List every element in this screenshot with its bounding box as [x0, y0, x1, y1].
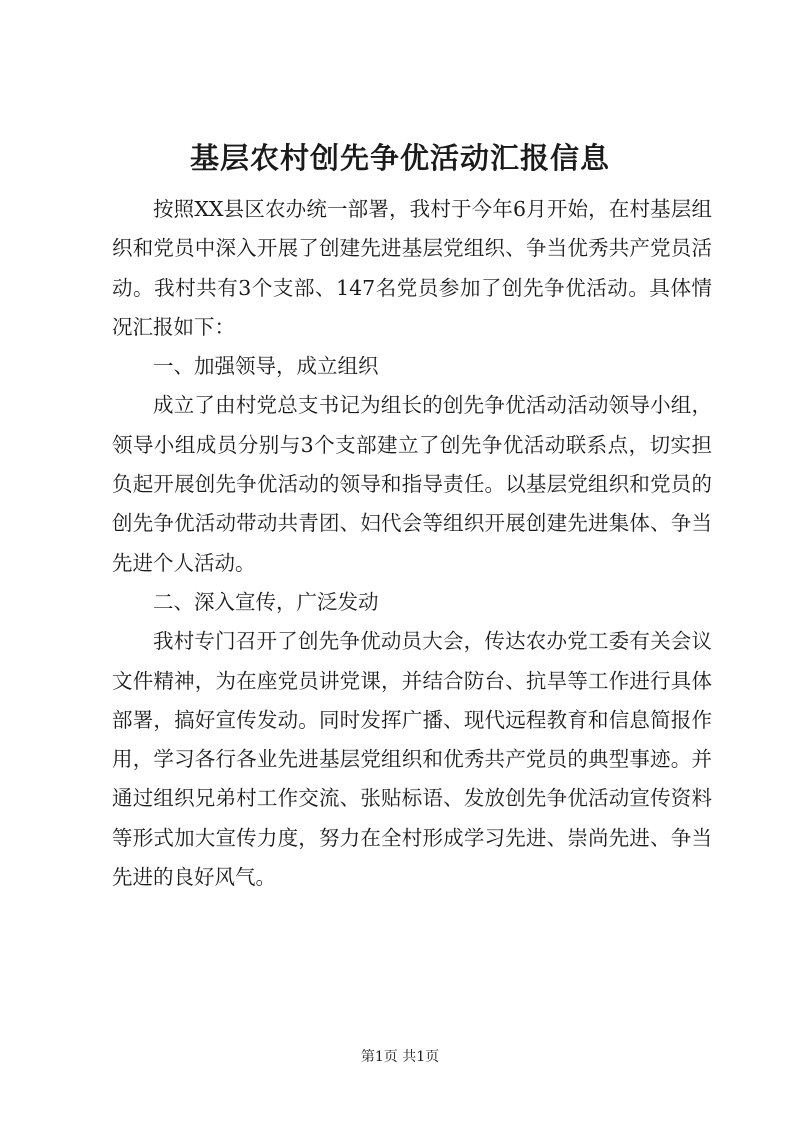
document-body	[112, 190, 712, 897]
section-heading-2: 二、深入宣传，广泛发动	[153, 589, 379, 614]
section-1-paragraph: 成立了由村党总支书记为组长的创先争优活动活动领导小组，领导小组成员分别与3个支部建立了创先争优活动联系点，切实担负起开展创先争优活动的领导和指导责任。以基层党组织和党员的创先争优活动带动共青团、妇代会等组织开展创建先进集体、争当先进个人活动。	[112, 393, 712, 575]
section-heading-1: 一、加强领导，成立组织	[153, 354, 379, 379]
section-2-paragraph: 我村专门召开了创先争优动员大会，传达农办党工委有关会议文件精神，为在座党员讲党课，并结合防台、抗旱等工作进行具体部署，搞好宣传发动。同时发挥广播、现代远程教育和信息简报作用，学习各行各业先进基层党组织和优秀共产党员的典型事迹。并通过组织兄弟村工作交流、张贴标语、发放创先争优活动宣传资料等形式加大宣传力度，努力在全村形成学习先进、崇尚先进、争当先进的良好风气。	[112, 629, 712, 890]
intro-paragraph: 按照XX县区农办统一部署，我村于今年6月开始，在村基层组织和党员中深入开展了创建先进基层党组织、争当优秀共产党员活动。我村共有3个支部、147名党员参加了创先争优活动。具体情况汇报如下：	[112, 197, 712, 339]
page-number-footer: 第1页 共1页	[360, 1049, 440, 1065]
document-title: 基层农村创先争优活动汇报信息	[189, 141, 610, 175]
